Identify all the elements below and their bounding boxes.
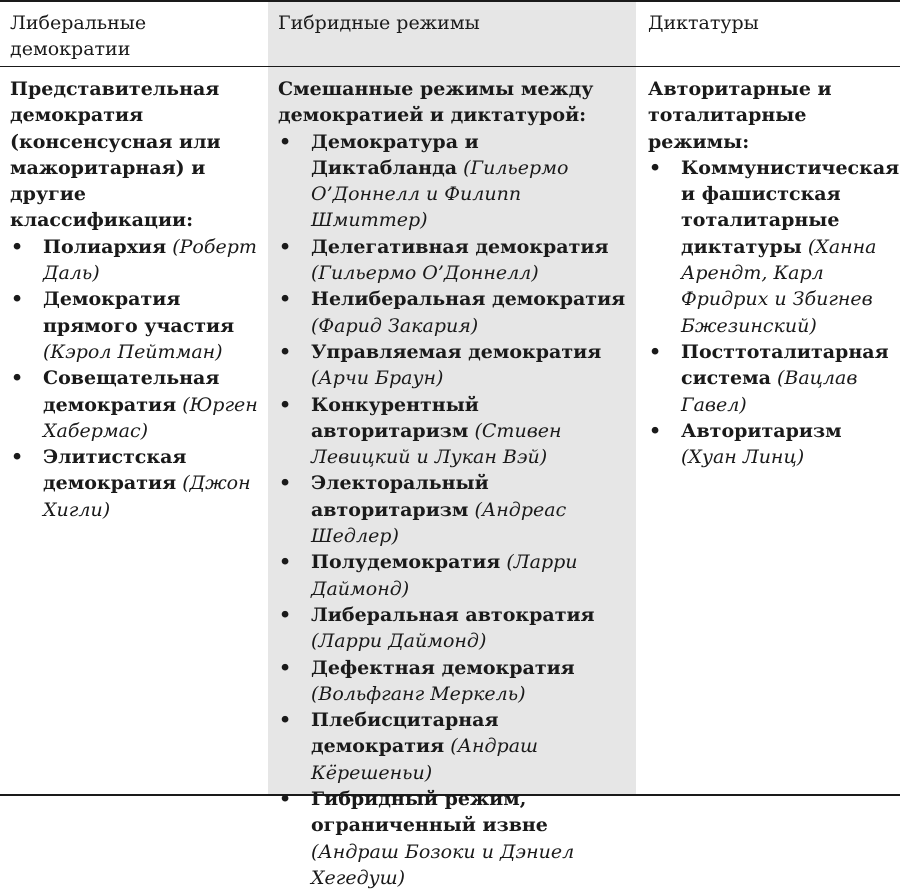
regime-author: (Хуан Линц) [681, 446, 805, 469]
list-item [278, 786, 628, 891]
table-header-rule [0, 66, 900, 67]
regime-author: (Юрген Хабермас) [43, 393, 258, 442]
regime-list [648, 155, 900, 471]
regime-name: Плебисцитарная демократия [311, 709, 499, 758]
regime-name: Совещательная демократия [43, 367, 220, 416]
regime-name: Электоральный авторитаризм [311, 472, 489, 521]
regime-name: Авторитаризм [681, 419, 842, 442]
list-item [278, 234, 628, 287]
column-intro: Представительная демократия (консенсусная или мажоритарная) и другие классификации: [10, 78, 221, 232]
regime-name: Демократура и Диктабланда [311, 130, 479, 179]
list-item [278, 655, 628, 708]
column-intro: Авторитарные и тоталитарные режимы: [648, 78, 832, 153]
regime-author: (Кэрол Пейтман) [43, 340, 223, 363]
regime-name: Полиархия [43, 235, 167, 258]
list-item [278, 339, 628, 392]
header-dictatorships: Диктатуры [648, 12, 759, 34]
regime-author: (Андраш Кёрешеньи) [311, 735, 539, 784]
regime-author: (Гильермо О’Доннелл) [311, 262, 539, 285]
regime-name: Дефектная демократия [311, 656, 575, 679]
list-item [10, 234, 265, 287]
regime-author: (Гильермо О’Доннелл и Филипп Шмиттер) [311, 156, 569, 232]
regime-list [278, 129, 628, 891]
regime-author: (Стивен Левицкий и Лукан Вэй) [311, 419, 562, 469]
list-item [278, 707, 628, 786]
list-item [10, 286, 265, 365]
column-dictatorships [648, 76, 900, 470]
list-item [278, 392, 628, 471]
regime-author: (Ларри Даймонд) [311, 630, 487, 653]
regime-author: (Роберт Даль) [43, 235, 257, 285]
list-item [10, 444, 265, 523]
list-item [648, 339, 892, 418]
list-item [278, 549, 628, 602]
column-intro: Смешанные режимы между демократией и диктатурой: [278, 78, 594, 127]
regime-author: (Вацлав Гавел) [681, 367, 858, 416]
regime-name: Управляемая демократия [311, 340, 602, 363]
list-item [10, 365, 265, 444]
regime-name: Конкурентный авторитаризм [311, 393, 479, 442]
header-hybrid-regimes: Гибридные режимы [278, 12, 480, 34]
regime-name: Либеральная автократия [311, 603, 595, 626]
regime-author: (Андреас Шедлер) [311, 498, 567, 548]
list-item [278, 470, 628, 549]
regime-author: (Фарид Закария) [311, 314, 479, 337]
table-top-rule [0, 0, 900, 2]
regime-name: Полудемократия [311, 551, 501, 574]
regime-author: (Андраш Бозоки и Дэниел Хегедуш) [311, 840, 575, 889]
regime-name: Делегативная демократия [311, 235, 609, 258]
list-item [648, 418, 892, 471]
regime-name: Элитистская демократия [43, 446, 187, 495]
list-item [278, 602, 628, 655]
list-item [278, 286, 628, 339]
list-item [648, 155, 900, 339]
regime-author: (Ханна Арендт, Карл Фридрих и Збигнев Бжезинский) [681, 235, 877, 337]
header-liberal-democracies: Либеральные демократии [10, 12, 147, 60]
regime-author: (Вольфганг Меркель) [311, 682, 526, 705]
regime-name: Гибридный режим, ограниченный извне [311, 788, 548, 837]
regime-name: Нелиберальная демократия [311, 288, 626, 311]
regime-author: (Арчи Браун) [311, 367, 444, 390]
regime-name: Демократия прямого участия [43, 288, 235, 337]
regime-author: (Ларри Даймонд) [311, 551, 578, 600]
list-item [278, 129, 628, 234]
column-liberal-democracies [10, 76, 265, 523]
regime-author: (Джон Хигли) [43, 472, 251, 521]
regime-name: Коммунистическая и фашистская тоталитарные диктатуры [681, 156, 900, 258]
column-hybrid-regimes [278, 76, 628, 891]
regime-list [10, 234, 265, 523]
regime-name: Посттоталитарная система [681, 340, 889, 390]
